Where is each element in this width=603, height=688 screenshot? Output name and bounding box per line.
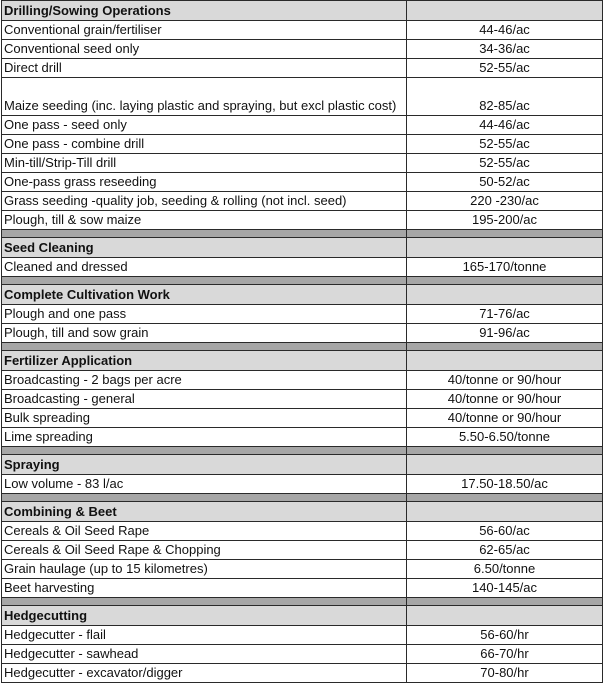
section-header (2, 238, 603, 258)
rate-row (2, 409, 603, 428)
service-name: Maize seeding (inc. laying plastic and spraying, but excl plastic cost) (2, 78, 407, 116)
rate-row (2, 135, 603, 154)
section-header (2, 606, 603, 626)
service-name: Cleaned and dressed (2, 258, 407, 277)
section-header-blank (407, 606, 603, 626)
service-rate: 140-145/ac (407, 579, 603, 598)
separator-cell (407, 277, 603, 285)
service-name: Hedgecutter - excavator/digger (2, 664, 407, 683)
service-name: Min-till/Strip-Till drill (2, 154, 407, 173)
rate-row (2, 390, 603, 409)
service-name: Hedgecutter - sawhead (2, 645, 407, 664)
separator-cell (2, 230, 407, 238)
rate-row (2, 116, 603, 135)
rate-row (2, 579, 603, 598)
rate-row (2, 371, 603, 390)
service-name: Cereals & Oil Seed Rape (2, 522, 407, 541)
service-name: Hedgecutter - flail (2, 626, 407, 645)
service-rate: 40/tonne or 90/hour (407, 390, 603, 409)
section-header (2, 285, 603, 305)
service-rate: 17.50-18.50/ac (407, 475, 603, 494)
rates-table-body (2, 1, 603, 683)
rate-row (2, 40, 603, 59)
rate-row (2, 21, 603, 40)
separator-cell (407, 598, 603, 606)
service-name: One pass - combine drill (2, 135, 407, 154)
section-title: Combining & Beet (2, 502, 407, 522)
section-separator (2, 447, 603, 455)
service-rate: 50-52/ac (407, 173, 603, 192)
rate-row (2, 324, 603, 343)
section-title: Complete Cultivation Work (2, 285, 407, 305)
separator-cell (2, 447, 407, 455)
service-rate: 195-200/ac (407, 211, 603, 230)
service-rate: 91-96/ac (407, 324, 603, 343)
separator-cell (2, 494, 407, 502)
service-name: Bulk spreading (2, 409, 407, 428)
rate-row (2, 522, 603, 541)
service-rate: 52-55/ac (407, 154, 603, 173)
section-title: Drilling/Sowing Operations (2, 1, 407, 21)
rate-row (2, 541, 603, 560)
service-rate: 44-46/ac (407, 21, 603, 40)
service-name: Grain haulage (up to 15 kilometres) (2, 560, 407, 579)
rate-row (2, 560, 603, 579)
service-rate: 40/tonne or 90/hour (407, 371, 603, 390)
section-header-blank (407, 351, 603, 371)
rate-row (2, 645, 603, 664)
separator-cell (407, 494, 603, 502)
contractor-rates-table (1, 0, 603, 683)
service-name: Plough, till and sow grain (2, 324, 407, 343)
section-title: Seed Cleaning (2, 238, 407, 258)
service-rate: 71-76/ac (407, 305, 603, 324)
separator-cell (2, 343, 407, 351)
section-title: Fertilizer Application (2, 351, 407, 371)
rate-row (2, 305, 603, 324)
service-rate: 5.50-6.50/tonne (407, 428, 603, 447)
service-name: Beet harvesting (2, 579, 407, 598)
section-separator (2, 230, 603, 238)
rate-row (2, 664, 603, 683)
separator-cell (407, 343, 603, 351)
service-rate: 56-60/ac (407, 522, 603, 541)
service-rate: 62-65/ac (407, 541, 603, 560)
service-name: Plough, till & sow maize (2, 211, 407, 230)
rate-row (2, 59, 603, 78)
rate-row (2, 192, 603, 211)
section-separator (2, 343, 603, 351)
service-name: Broadcasting - general (2, 390, 407, 409)
service-rate: 82-85/ac (407, 78, 603, 116)
service-rate: 220 -230/ac (407, 192, 603, 211)
service-name: Conventional grain/fertiliser (2, 21, 407, 40)
service-rate: 52-55/ac (407, 59, 603, 78)
service-name: Conventional seed only (2, 40, 407, 59)
service-rate: 56-60/hr (407, 626, 603, 645)
service-rate: 66-70/hr (407, 645, 603, 664)
service-rate: 44-46/ac (407, 116, 603, 135)
section-header-blank (407, 502, 603, 522)
rate-row (2, 475, 603, 494)
service-name: Low volume - 83 l/ac (2, 475, 407, 494)
rate-row (2, 173, 603, 192)
section-header-blank (407, 455, 603, 475)
section-title: Hedgecutting (2, 606, 407, 626)
section-title: Spraying (2, 455, 407, 475)
separator-cell (407, 447, 603, 455)
section-header (2, 1, 603, 21)
section-header-blank (407, 285, 603, 305)
service-name: Lime spreading (2, 428, 407, 447)
rate-row (2, 154, 603, 173)
section-separator (2, 494, 603, 502)
section-separator (2, 598, 603, 606)
section-header-blank (407, 238, 603, 258)
service-name: One pass - seed only (2, 116, 407, 135)
service-name: Grass seeding -quality job, seeding & rolling (not incl. seed) (2, 192, 407, 211)
service-name: Broadcasting - 2 bags per acre (2, 371, 407, 390)
service-rate: 40/tonne or 90/hour (407, 409, 603, 428)
service-rate: 52-55/ac (407, 135, 603, 154)
separator-cell (2, 277, 407, 285)
service-rate: 165-170/tonne (407, 258, 603, 277)
service-rate: 6.50/tonne (407, 560, 603, 579)
service-rate: 70-80/hr (407, 664, 603, 683)
section-header-blank (407, 1, 603, 21)
rate-row (2, 258, 603, 277)
service-name: Direct drill (2, 59, 407, 78)
separator-cell (2, 598, 407, 606)
section-header (2, 502, 603, 522)
rate-row (2, 78, 603, 116)
section-separator (2, 277, 603, 285)
service-name: Plough and one pass (2, 305, 407, 324)
section-header (2, 455, 603, 475)
rate-row (2, 211, 603, 230)
rate-row (2, 626, 603, 645)
service-rate: 34-36/ac (407, 40, 603, 59)
separator-cell (407, 230, 603, 238)
service-name: Cereals & Oil Seed Rape & Chopping (2, 541, 407, 560)
rate-row (2, 428, 603, 447)
section-header (2, 351, 603, 371)
service-name: One-pass grass reseeding (2, 173, 407, 192)
